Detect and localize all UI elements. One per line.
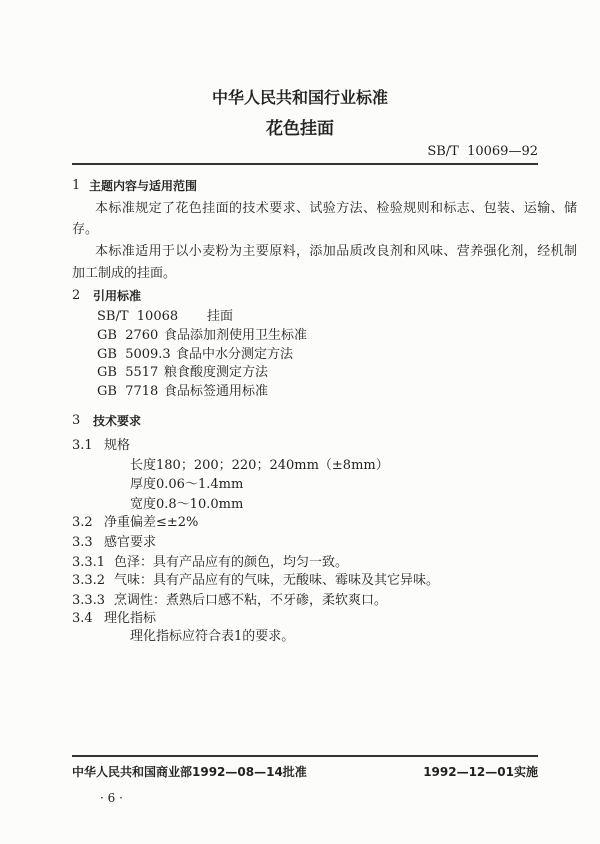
section-title: 引用标准 <box>93 289 142 303</box>
subsection-text: 气味：具有产品应有的气味，无酸味、霉味及其它异味。 <box>114 573 440 588</box>
reference-name: 挂面 <box>207 309 234 324</box>
subsection-title: 净重偏差≤±2% <box>104 515 199 530</box>
org-title: 中华人民共和国行业标准 <box>211 88 388 107</box>
subsection-text: 理化指标应符合表1的要求。 <box>130 629 295 644</box>
spec-length: 长度180；200；220；240mm（±8mm） <box>130 458 389 473</box>
effective-date: 1992—12—01实施 <box>423 765 538 779</box>
reference-name: 粮食酸度测定方法 <box>164 365 269 380</box>
spec-width: 宽度0.8～10.0mm <box>130 497 244 512</box>
reference-name: 食品添加剂使用卫生标准 <box>164 328 308 343</box>
section-title: 主题内容与适用范围 <box>89 179 198 193</box>
subsection-text: 烹调性：煮熟后口感不粘，不牙碜，柔软爽口。 <box>114 593 388 608</box>
reference-name: 食品标签通用标准 <box>164 384 269 399</box>
paragraph: 本标准适用于以小麦粉为主要原料，添加品质改良剂和风味、营养强化剂，经机制 <box>95 244 578 259</box>
subsection-number: 3.3.2 <box>72 573 106 588</box>
subsection-number: 3.3.1 <box>72 555 106 570</box>
subsection-number: 3.3 <box>72 535 93 550</box>
reference-code: GB 5009.3 <box>97 347 171 362</box>
spec-thickness: 厚度0.06～1.4mm <box>130 477 244 492</box>
header-rule <box>72 163 538 165</box>
approval-info: 中华人民共和国商业部1992—08—14批准 <box>72 765 307 779</box>
paragraph: 存。 <box>72 222 99 237</box>
subsection-title: 规格 <box>104 438 131 453</box>
paragraph: 本标准规定了花色挂面的技术要求、试验方法、检验规则和标志、包装、运输、储 <box>95 201 578 216</box>
section-title: 技术要求 <box>93 414 142 428</box>
section-number: 1 <box>72 178 81 193</box>
subsection-text: 色泽：具有产品应有的颜色，均匀一致。 <box>114 555 349 570</box>
reference-code: GB 5517 <box>97 365 159 380</box>
subsection-number: 3.4 <box>72 611 93 626</box>
section-number: 3 <box>72 413 81 428</box>
subsection-number: 3.2 <box>72 515 93 530</box>
subsection-title: 感官要求 <box>104 535 157 550</box>
reference-code: GB 2760 <box>97 328 159 343</box>
subsection-number: 3.1 <box>72 438 93 453</box>
reference-code: SB/T 10068 <box>97 309 179 324</box>
reference-code: GB 7718 <box>97 384 159 399</box>
paragraph: 加工制成的挂面。 <box>72 266 177 281</box>
footer-rule <box>72 755 538 757</box>
subsection-title: 理化指标 <box>104 611 157 626</box>
page-number: · 6 · <box>100 791 123 805</box>
reference-name: 食品中水分测定方法 <box>176 347 294 362</box>
section-number: 2 <box>72 288 81 303</box>
standard-code: SB/T 10069—92 <box>427 144 538 159</box>
doc-title: 花色挂面 <box>266 119 334 139</box>
subsection-number: 3.3.3 <box>72 593 106 608</box>
